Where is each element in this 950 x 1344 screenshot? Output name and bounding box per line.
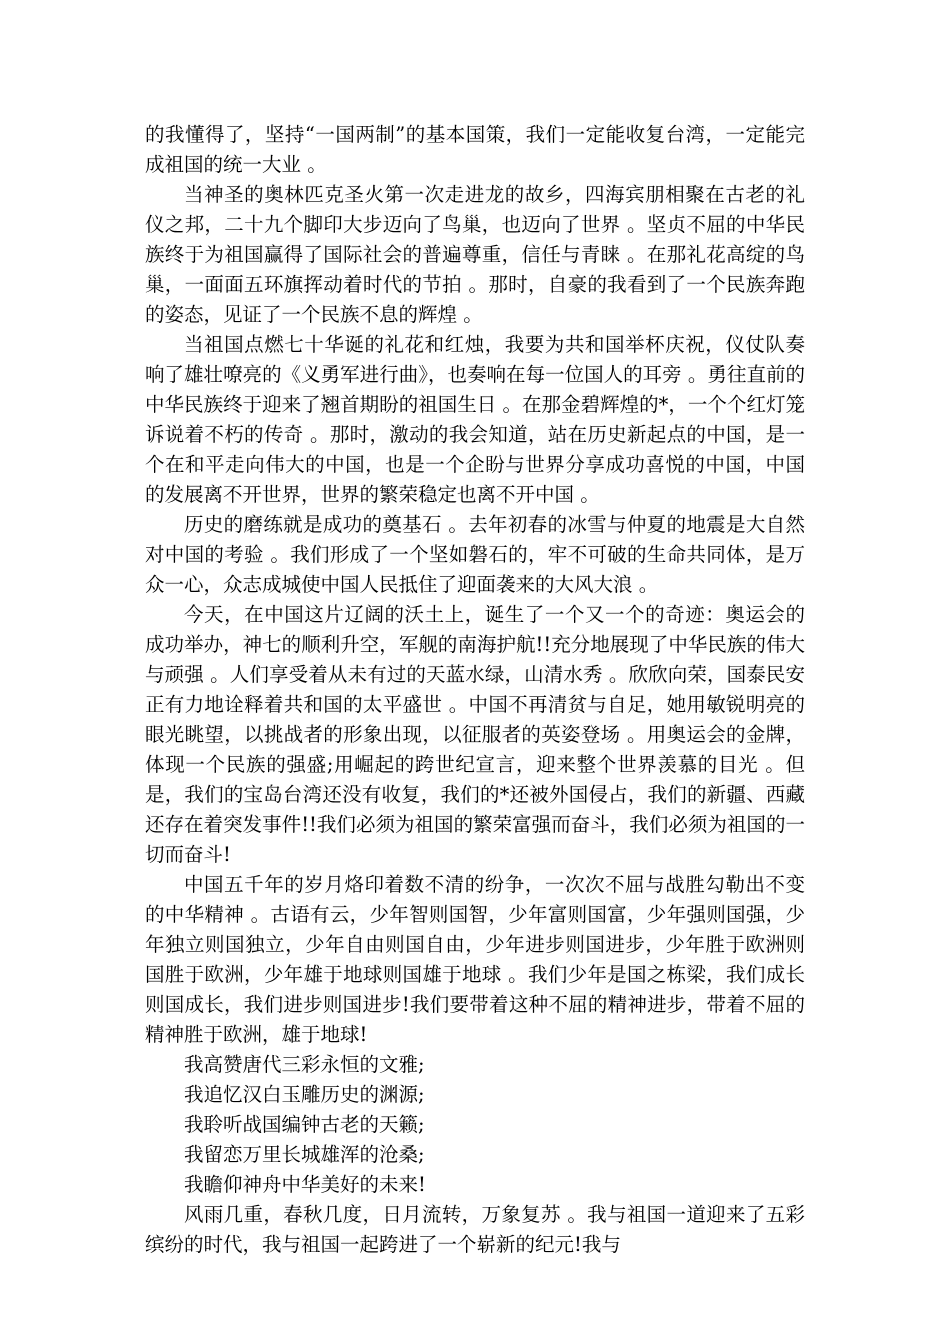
verse-line-5: 我瞻仰神舟中华美好的未来! <box>184 1173 426 1196</box>
verse-line-2: 我追忆汉白玉雕历史的渊源; <box>184 1083 425 1106</box>
paragraph-5: 今天，在中国这片辽阔的沃土上，诞生了一个又一个的奇迹：奥运会的成功举办，神七的顺利升空，军舰的南海护航!!充分地展现了中华民族的伟大与顽强 。人们享受着从未有过的天蓝水绿，山清水秀 。欣欣向荣，国泰民安正有力地诠释着共和国的太平盛世 。中国不再清贫与自足，她用敏锐明亮的眼光眺望，以挑战者的形象出现，以征服者的英姿登场 。用奥运会的金牌，体现一个民族的强盛;用崛起的跨世纪宣言，迎来整个世界羡慕的目光 。但是，我们的宝岛台湾还没有收复，我们的*还被外国侵占，我们的新疆、西藏还存在着突发事件!!我们必须为祖国的繁荣富强而奋斗，我们必须为祖国的一切而奋斗! <box>145 603 805 866</box>
verse-line-1: 我高赞唐代三彩永恒的文雅; <box>184 1053 425 1076</box>
paragraph-3: 当祖国点燃七十华诞的礼花和红烛，我要为共和国举杯庆祝，仪仗队奏响了雄壮嘹亮的《义勇军进行曲》，也奏响在每一位国人的耳旁 。勇往直前的中华民族终于迎来了翘首期盼的祖国生日 。在那金碧辉煌的*，一个个红灯笼诉说着不朽的传奇 。那时，激动的我会知道，站在历史新起点的中国，是一个在和平走向伟大的中国，也是一个企盼与世界分享成功喜悦的中国，中国的发展离不开世界，世界的繁荣稳定也离不开中国 。 <box>145 333 805 506</box>
document-body <box>145 120 805 1260</box>
verse-line-3: 我聆听战国编钟古老的天籁; <box>184 1113 425 1136</box>
verse-line-4: 我留恋万里长城雄浑的沧桑; <box>184 1143 425 1166</box>
paragraph-2: 当神圣的奥林匹克圣火第一次走进龙的故乡，四海宾朋相聚在古老的礼仪之邦，二十九个脚印大步迈向了鸟巢，也迈向了世界 。坚贞不屈的中华民族终于为祖国赢得了国际社会的普遍尊重，信任与青睐 。在那礼花高绽的鸟巢，一面面五环旗挥动着时代的节拍 。那时，自豪的我看到了一个民族奔跑的姿态，见证了一个民族不息的辉煌 。 <box>145 183 805 326</box>
paragraph-7: 风雨几重，春秋几度，日月流转，万象复苏 。我与祖国一道迎来了五彩缤纷的时代，我与祖国一起跨进了一个崭新的纪元!我与 <box>145 1203 805 1256</box>
paragraph-1: 的我懂得了，坚持“一国两制”的基本国策，我们一定能收复台湾，一定能完成祖国的统一大业 。 <box>145 123 805 176</box>
paragraph-4: 历史的磨练就是成功的奠基石 。去年初春的冰雪与仲夏的地震是大自然对中国的考验 。我们形成了一个坚如磐石的，牢不可破的生命共同体，是万众一心，众志成城使中国人民抵住了迎面袭来的大风大浪 。 <box>145 513 805 596</box>
paragraph-6: 中国五千年的岁月烙印着数不清的纷争，一次次不屈与战胜勾勒出不变的中华精神 。古语有云，少年智则国智，少年富则国富，少年强则国强，少年独立则国独立，少年自由则国自由，少年进步则国进步，少年胜于欧洲则国胜于欧洲，少年雄于地球则国雄于地球 。我们少年是国之栋梁，我们成长则国成长，我们进步则国进步!我们要带着这种不屈的精神进步，带着不屈的精神胜于欧洲，雄于地球! <box>145 873 805 1046</box>
